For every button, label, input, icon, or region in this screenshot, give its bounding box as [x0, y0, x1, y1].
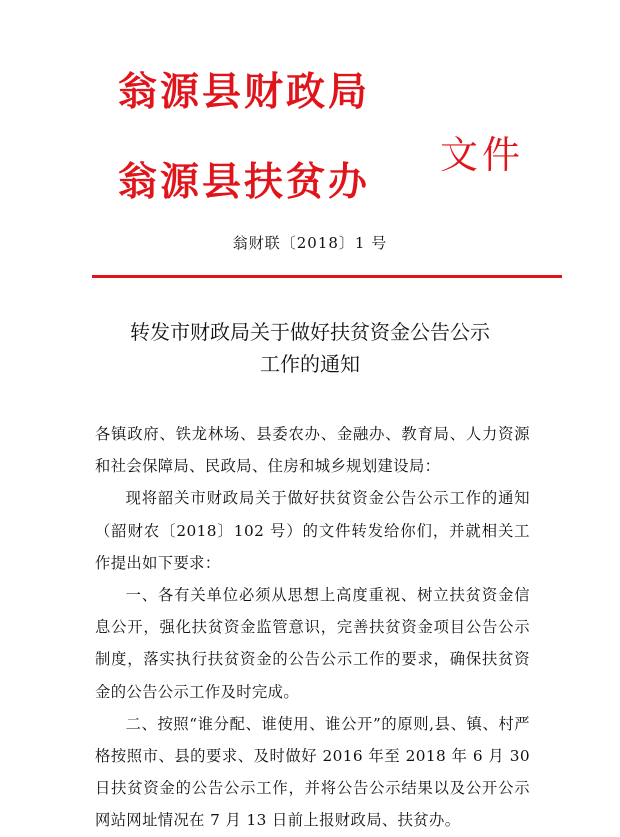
recipients-paragraph: 各镇政府、铁龙林场、县委农办、金融办、教育局、人力资源和社会保障局、民政局、住房和城乡规划建设局： [95, 425, 530, 476]
body-paragraph-2: 一、各有关单位必须从思想上高度重视、树立扶贫资金信息公开，强化扶贫资金监管意识，完善扶贫资金项目公告公示制度，落实执行扶贫资金的公告公示工作的要求，确保扶贫资金的公告公示工作及时完成。 [95, 586, 530, 701]
title-line-2: 工作的通知 [260, 352, 360, 376]
document-title [60, 316, 560, 380]
red-divider-line [92, 275, 562, 278]
document-body [95, 418, 530, 837]
issuer-block [118, 68, 370, 208]
title-line-1: 转发市财政局关于做好扶贫资金公告公示 [130, 320, 490, 344]
document-type-label: 文件 [440, 133, 525, 177]
issuer-finance-bureau: 翁源县财政局 [118, 70, 371, 115]
document-number: 翁财联〔2018〕1 号 [232, 234, 388, 252]
issuer-poverty-office: 翁源县扶贫办 [118, 160, 371, 205]
body-paragraph-3: 二、按照“谁分配、谁使用、谁公开”的原则,县、镇、村严格按照市、县的要求、及时做好 2016 年至 2018 年 6 月 30 日扶贫资金的公告公示工作，并将公告公示结果以及公开公示网站网址情况在 7 月 13 日前上报财政局、扶贫办。 [95, 714, 530, 830]
body-paragraph-1: 现将韶关市财政局关于做好扶贫资金公告公示工作的通知（韶财农〔2018〕102 号）的文件转发给你们，并就相关工作提出如下要求： [95, 489, 530, 572]
